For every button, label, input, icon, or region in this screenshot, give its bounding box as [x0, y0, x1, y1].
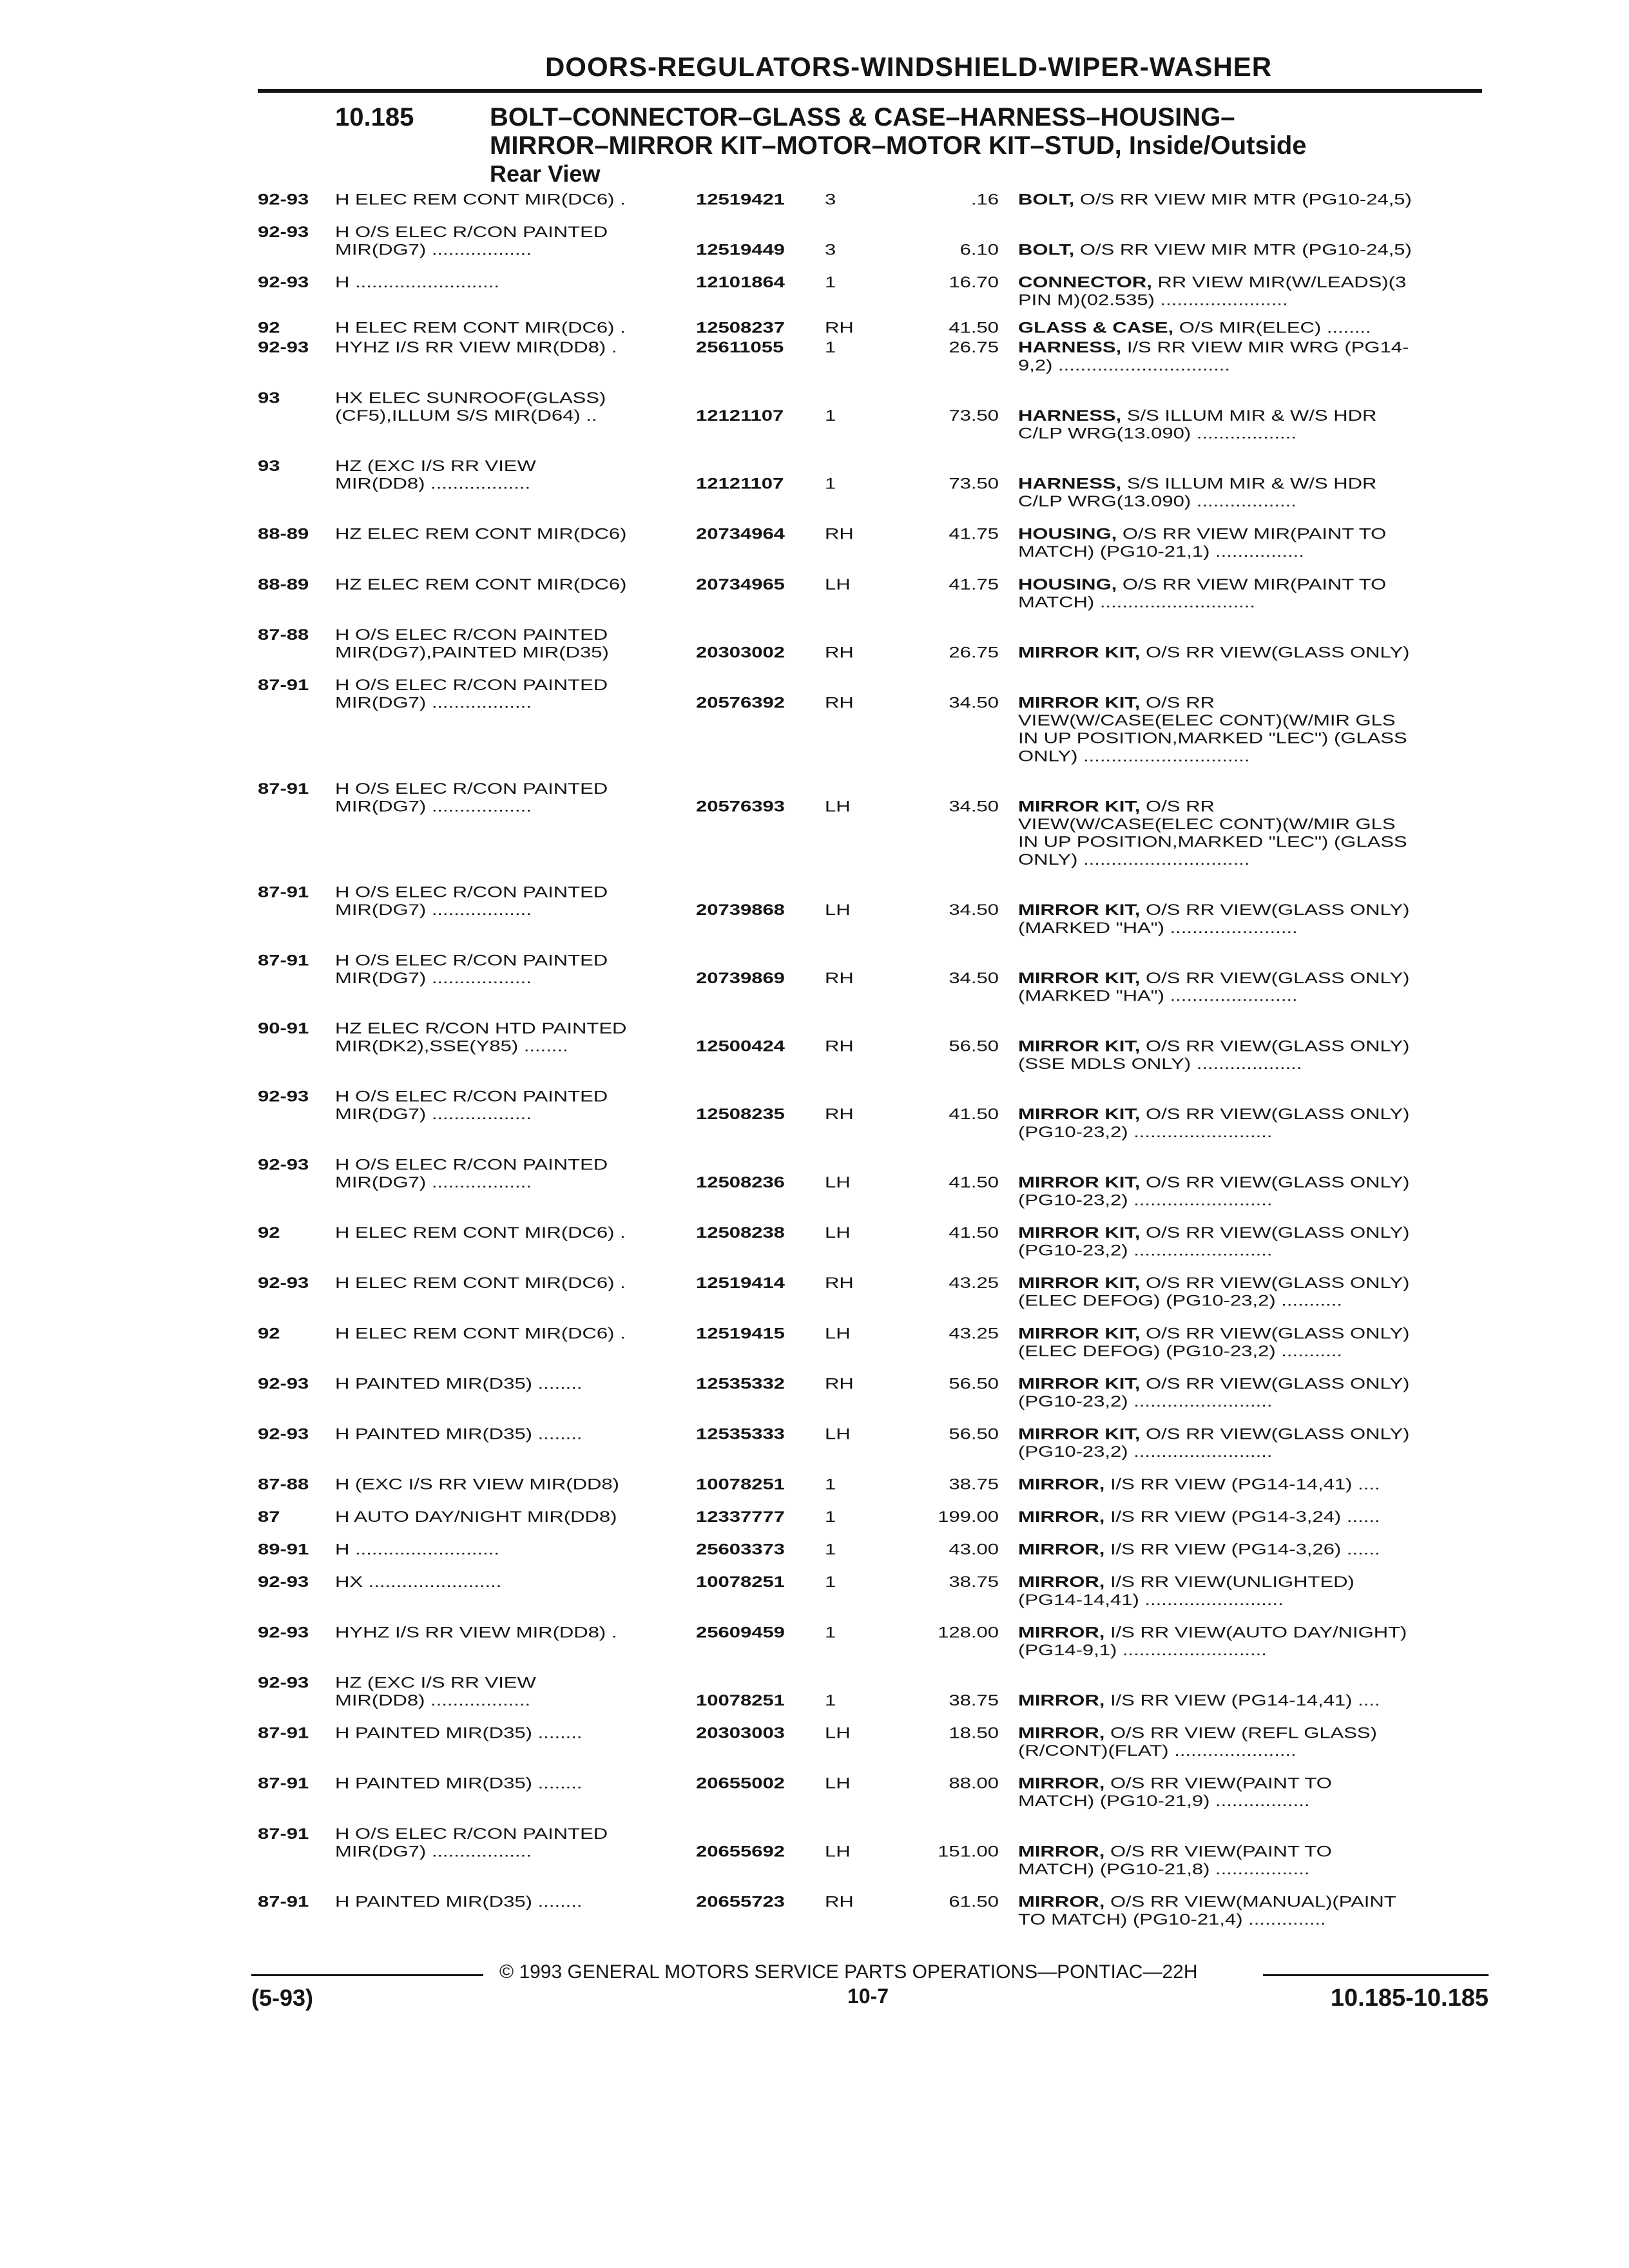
part-name: BOLT, [1018, 191, 1075, 208]
quantity: RH [825, 1893, 854, 1910]
part-description [1018, 1573, 1482, 1609]
application: HZ (EXC I/S RR VIEW MIR(DD8) .................. [335, 457, 536, 492]
quantity: LH [825, 901, 851, 919]
part-description [1018, 407, 1482, 442]
part-detail: O/S RR VIEW(GLASS ONLY) (PG10-23,2) ......................... [1018, 1374, 1410, 1410]
price: 43.00 [949, 1541, 999, 1559]
part-number: 12519415 [696, 1324, 785, 1342]
footer-date-code: (5-93) [251, 1984, 314, 2011]
part-description [1018, 1541, 1482, 1559]
application: H .......................... [335, 1541, 499, 1559]
part-number: 20303002 [696, 644, 785, 661]
model-years: 92 [258, 1224, 280, 1242]
part-detail: O/S RR VIEW(MANUAL)(PAINT TO MATCH) (PG10-21,4) .............. [1018, 1893, 1396, 1928]
part-name: MIRROR, [1018, 1893, 1105, 1910]
model-years: 93 [258, 457, 280, 475]
quantity: RH [825, 694, 854, 711]
price: 43.25 [949, 1324, 999, 1342]
part-description [1018, 1843, 1482, 1878]
part-number: 20655692 [696, 1842, 785, 1860]
part-number: 12121107 [696, 407, 784, 425]
group-title [490, 103, 1482, 188]
price: 56.50 [949, 1425, 999, 1443]
quantity: LH [825, 1842, 851, 1860]
part-description [1018, 1425, 1482, 1461]
part-name: MIRROR KIT, [1018, 1105, 1141, 1123]
quantity: LH [825, 1774, 851, 1792]
part-description [1018, 191, 1482, 209]
model-years: 92-93 [258, 1374, 309, 1392]
part-name: MIRROR, [1018, 1541, 1105, 1559]
quantity: LH [825, 797, 851, 815]
model-years: 87-91 [258, 951, 309, 969]
price: 73.50 [949, 475, 999, 492]
model-years: 92-93 [258, 273, 309, 291]
price: 56.50 [949, 1037, 999, 1055]
quantity: 1 [825, 1475, 836, 1493]
model-years: 88-89 [258, 525, 309, 543]
part-number: 12508238 [696, 1224, 785, 1242]
part-description [1018, 901, 1482, 937]
part-detail: O/S RR VIEW MIR(PAINT TO MATCH) ............................ [1018, 575, 1387, 611]
part-description [1018, 1475, 1482, 1494]
part-name: MIRROR KIT, [1018, 1224, 1141, 1242]
quantity: LH [825, 1425, 851, 1443]
part-name: MIRROR KIT, [1018, 1425, 1141, 1443]
footer-group-range: 10.185-10.185 [1330, 1984, 1489, 2012]
part-number: 12101864 [696, 273, 785, 291]
part-number: 12535332 [696, 1374, 785, 1392]
part-description [1018, 969, 1482, 1004]
price: 26.75 [949, 338, 999, 356]
application: H O/S ELEC R/CON PAINTED MIR(DG7),PAINTED MIR(D35) [335, 626, 609, 661]
model-years: 92-93 [258, 1425, 309, 1443]
quantity: 1 [825, 475, 836, 492]
quantity: RH [825, 644, 854, 661]
part-number: 12337777 [696, 1508, 785, 1526]
footer-rule-left [251, 1974, 483, 1976]
part-description [1018, 1173, 1482, 1209]
price: 18.50 [949, 1724, 999, 1742]
part-description [1018, 575, 1482, 611]
part-number: 12500424 [696, 1037, 785, 1055]
footer-copyright: © 1993 GENERAL MOTORS SERVICE PARTS OPERATIONS—PONTIAC—22H [499, 1961, 1198, 1983]
price: 41.75 [949, 575, 999, 593]
part-description [1018, 475, 1482, 510]
part-name: MIRROR KIT, [1018, 901, 1141, 919]
model-years: 87-91 [258, 676, 309, 694]
part-detail: O/S RR VIEW MIR MTR (PG10-24,5) [1074, 191, 1412, 208]
quantity: LH [825, 1724, 851, 1742]
part-name: MIRROR KIT, [1018, 694, 1141, 711]
part-detail: I/S RR VIEW (PG14-3,24) ...... [1104, 1508, 1380, 1526]
price: 41.75 [949, 525, 999, 543]
application: H PAINTED MIR(D35) ........ [335, 1774, 583, 1792]
price: 151.00 [938, 1842, 999, 1860]
part-detail: RR VIEW MIR(W/LEADS)(3 PIN M)(02.535) ....................... [1018, 273, 1407, 309]
part-number: 12519414 [696, 1274, 785, 1292]
part-number: 25609459 [696, 1623, 785, 1641]
model-years: 92-93 [258, 1155, 309, 1173]
price: 38.75 [949, 1475, 999, 1493]
part-name: BOLT, [1018, 241, 1075, 258]
part-number: 12508235 [696, 1105, 785, 1123]
part-detail: O/S RR VIEW(PAINT TO MATCH) (PG10-21,8) ................. [1018, 1842, 1332, 1878]
part-name: HARNESS, [1018, 407, 1122, 425]
price: 43.25 [949, 1274, 999, 1292]
part-description [1018, 1325, 1482, 1360]
quantity: RH [825, 1037, 854, 1055]
part-number: 20655002 [696, 1774, 785, 1792]
quantity: 1 [825, 273, 836, 291]
quantity: RH [825, 525, 854, 543]
quantity: RH [825, 1105, 854, 1123]
model-years: 92-93 [258, 338, 309, 356]
model-years: 87-88 [258, 626, 309, 644]
part-name: MIRROR, [1018, 1475, 1105, 1493]
part-detail: O/S RR VIEW(W/CASE(ELEC CONT)(W/MIR GLS IN UP POSITION,MARKED "LEC") (GLASS ONLY) .............................. [1018, 797, 1407, 869]
part-description [1018, 694, 1482, 765]
part-name: CONNECTOR, [1018, 273, 1152, 291]
part-description [1018, 1037, 1482, 1073]
part-description [1018, 1106, 1482, 1141]
model-years: 92-93 [258, 1274, 309, 1292]
quantity: 1 [825, 1623, 836, 1641]
part-name: HOUSING, [1018, 525, 1117, 543]
part-detail: O/S RR VIEW(GLASS ONLY) [1140, 644, 1410, 661]
application: HYHZ I/S RR VIEW MIR(DD8) . [335, 1623, 617, 1641]
part-detail: I/S RR VIEW (PG14-14,41) .... [1104, 1691, 1380, 1709]
application: H ELEC REM CONT MIR(DC6) . [335, 1224, 626, 1242]
part-description [1018, 1224, 1482, 1260]
model-years: 92-93 [258, 1623, 309, 1641]
part-description [1018, 1692, 1482, 1710]
quantity: RH [825, 1374, 854, 1392]
model-years: 92-93 [258, 191, 309, 208]
application: HX ........................ [335, 1573, 502, 1591]
price: 199.00 [938, 1508, 999, 1526]
part-detail: O/S RR VIEW(GLASS ONLY) (MARKED "HA") ....................... [1018, 969, 1410, 1004]
application: H O/S ELEC R/CON PAINTED MIR(DG7) .................. [335, 883, 608, 919]
quantity: 1 [825, 407, 836, 425]
price: 56.50 [949, 1374, 999, 1392]
part-name: MIRROR, [1018, 1691, 1105, 1709]
application: H O/S ELEC R/CON PAINTED MIR(DG7) .................. [335, 223, 608, 258]
quantity: 1 [825, 1508, 836, 1526]
part-name: MIRROR, [1018, 1573, 1105, 1591]
part-detail: O/S RR VIEW(GLASS ONLY) (ELEC DEFOG) (PG10-23,2) ........... [1018, 1274, 1410, 1310]
part-name: HARNESS, [1018, 338, 1122, 356]
part-number: 10078251 [696, 1691, 785, 1709]
model-years: 87-88 [258, 1475, 309, 1493]
part-name: MIRROR, [1018, 1774, 1105, 1792]
part-detail: S/S ILLUM MIR & W/S HDR C/LP WRG(13.090) .................. [1018, 475, 1377, 510]
application: H ELEC REM CONT MIR(DC6) . [335, 319, 626, 336]
part-description [1018, 644, 1482, 662]
price: 41.50 [949, 319, 999, 336]
part-description [1018, 1274, 1482, 1310]
application: HZ ELEC REM CONT MIR(DC6) [335, 525, 627, 543]
part-number: 20576392 [696, 694, 785, 711]
quantity: RH [825, 319, 854, 336]
part-description [1018, 241, 1482, 259]
part-number: 20739869 [696, 969, 785, 987]
part-detail: O/S RR VIEW(GLASS ONLY) (PG10-23,2) ......................... [1018, 1224, 1410, 1259]
model-years: 88-89 [258, 575, 309, 593]
part-detail: I/S RR VIEW MIR WRG (PG14- 9,2) ............................... [1018, 338, 1409, 374]
part-number: 25603373 [696, 1541, 785, 1559]
price: 34.50 [949, 694, 999, 711]
part-detail: I/S RR VIEW (PG14-14,41) .... [1104, 1475, 1380, 1493]
part-detail: O/S RR VIEW(W/CASE(ELEC CONT)(W/MIR GLS IN UP POSITION,MARKED "LEC") (GLASS ONLY) .............................. [1018, 694, 1407, 765]
price: 34.50 [949, 901, 999, 919]
part-description [1018, 274, 1482, 309]
footer-page-number: 10-7 [847, 1984, 889, 2008]
price: 61.50 [949, 1893, 999, 1910]
part-name: MIRROR, [1018, 1842, 1105, 1860]
quantity: 1 [825, 338, 836, 356]
quantity: LH [825, 1173, 851, 1191]
part-detail: O/S RR VIEW MIR MTR (PG10-24,5) [1074, 241, 1412, 258]
application: H PAINTED MIR(D35) ........ [335, 1425, 583, 1443]
model-years: 92 [258, 319, 280, 336]
part-detail: I/S RR VIEW (PG14-3,26) ...... [1104, 1541, 1380, 1559]
part-description [1018, 1724, 1482, 1760]
quantity: RH [825, 1274, 854, 1292]
application: H ELEC REM CONT MIR(DC6) . [335, 1324, 626, 1342]
part-number: 12121107 [696, 475, 784, 492]
part-detail: O/S RR VIEW(GLASS ONLY) (ELEC DEFOG) (PG10-23,2) ........... [1018, 1324, 1410, 1360]
part-name: MIRROR, [1018, 1623, 1105, 1641]
part-detail: I/S RR VIEW(UNLIGHTED) (PG14-14,41) ......................... [1018, 1573, 1354, 1609]
price: 38.75 [949, 1691, 999, 1709]
part-name: MIRROR KIT, [1018, 969, 1141, 987]
price: 41.50 [949, 1224, 999, 1242]
price: 41.50 [949, 1173, 999, 1191]
part-description [1018, 1774, 1482, 1810]
model-years: 87-91 [258, 1893, 309, 1910]
price: 6.10 [959, 241, 999, 258]
application: H .......................... [335, 273, 499, 291]
application: H ELEC REM CONT MIR(DC6) . [335, 1274, 626, 1292]
application: H O/S ELEC R/CON PAINTED MIR(DG7) .................. [335, 780, 608, 815]
part-description [1018, 1375, 1482, 1410]
part-name: HARNESS, [1018, 475, 1122, 492]
application: H O/S ELEC R/CON PAINTED MIR(DG7) .................. [335, 676, 608, 711]
part-number: 20734965 [696, 575, 785, 593]
price: 38.75 [949, 1573, 999, 1591]
part-description [1018, 339, 1482, 374]
quantity: LH [825, 1224, 851, 1242]
header-rule [258, 89, 1482, 93]
part-description [1018, 1893, 1482, 1928]
application: H PAINTED MIR(D35) ........ [335, 1374, 583, 1392]
part-description [1018, 525, 1482, 561]
part-detail: O/S RR VIEW(GLASS ONLY) (PG10-23,2) ......................... [1018, 1425, 1410, 1461]
quantity: 1 [825, 1573, 836, 1591]
part-number: 12519421 [696, 191, 785, 208]
part-detail: O/S MIR(ELEC) ........ [1173, 319, 1371, 336]
part-detail: O/S RR VIEW(GLASS ONLY) (MARKED "HA") ....................... [1018, 901, 1410, 937]
model-years: 93 [258, 389, 280, 407]
part-number: 10078251 [696, 1475, 785, 1493]
application: H ELEC REM CONT MIR(DC6) . [335, 191, 626, 208]
price: 128.00 [938, 1623, 999, 1641]
part-name: HOUSING, [1018, 575, 1117, 593]
quantity: 1 [825, 1541, 836, 1559]
part-number: 20303003 [696, 1724, 785, 1742]
model-years: 87-91 [258, 883, 309, 901]
application: HZ ELEC REM CONT MIR(DC6) [335, 575, 627, 593]
model-years: 92-93 [258, 1673, 309, 1691]
part-detail: O/S RR VIEW(PAINT TO MATCH) (PG10-21,9) ................. [1018, 1774, 1332, 1810]
part-description [1018, 1508, 1482, 1526]
part-description [1018, 319, 1482, 337]
model-years: 92-93 [258, 1088, 309, 1106]
page-header [258, 52, 1482, 187]
part-detail: O/S RR VIEW MIR(PAINT TO MATCH) (PG10-21,1) ................ [1018, 525, 1387, 561]
part-description [1018, 1624, 1482, 1659]
price: 73.50 [949, 407, 999, 425]
part-detail: S/S ILLUM MIR & W/S HDR C/LP WRG(13.090) .................. [1018, 407, 1377, 442]
model-years: 92-93 [258, 223, 309, 241]
section-title: DOORS-REGULATORS-WINDSHIELD-WIPER-WASHER [545, 52, 1273, 82]
price: 16.70 [949, 273, 999, 291]
group-number: 10.185 [335, 103, 414, 131]
part-detail: O/S RR VIEW(GLASS ONLY) (SSE MDLS ONLY) ................... [1018, 1037, 1410, 1073]
price: 34.50 [949, 969, 999, 987]
price: 34.50 [949, 797, 999, 815]
application: HX ELEC SUNROOF(GLASS) (CF5),ILLUM S/S MIR(D64) .. [335, 389, 606, 425]
part-number: 12519449 [696, 241, 785, 258]
quantity: 3 [825, 241, 836, 258]
part-detail: O/S RR VIEW(GLASS ONLY) (PG10-23,2) ......................... [1018, 1173, 1410, 1209]
part-name: GLASS & CASE, [1018, 319, 1174, 336]
model-years: 92-93 [258, 1573, 309, 1591]
model-years: 87-91 [258, 1724, 309, 1742]
application: H PAINTED MIR(D35) ........ [335, 1724, 583, 1742]
quantity: 1 [825, 1691, 836, 1709]
model-years: 87 [258, 1508, 280, 1526]
part-number: 20576393 [696, 797, 785, 815]
part-name: MIRROR KIT, [1018, 1374, 1141, 1392]
part-name: MIRROR KIT, [1018, 1324, 1141, 1342]
price: 88.00 [949, 1774, 999, 1792]
application: HZ (EXC I/S RR VIEW MIR(DD8) .................. [335, 1673, 536, 1709]
part-number: 20739868 [696, 901, 785, 919]
part-detail: O/S RR VIEW(GLASS ONLY) (PG10-23,2) ......................... [1018, 1105, 1410, 1141]
part-number: 12535333 [696, 1425, 785, 1443]
part-number: 20734964 [696, 525, 785, 543]
application: H O/S ELEC R/CON PAINTED MIR(DG7) .................. [335, 951, 608, 987]
part-name: MIRROR, [1018, 1724, 1105, 1742]
part-name: MIRROR KIT, [1018, 797, 1141, 815]
group-title-line-1: BOLT–CONNECTOR–GLASS & CASE–HARNESS–HOUSING– [490, 103, 1235, 131]
quantity: LH [825, 575, 851, 593]
application: HZ ELEC R/CON HTD PAINTED MIR(DK2),SSE(Y85) ........ [335, 1019, 627, 1055]
part-name: MIRROR KIT, [1018, 1173, 1141, 1191]
part-description [1018, 798, 1482, 869]
application: H AUTO DAY/NIGHT MIR(DD8) [335, 1508, 617, 1526]
quantity: 3 [825, 191, 836, 208]
application: H O/S ELEC R/CON PAINTED MIR(DG7) .................. [335, 1155, 608, 1191]
price: 41.50 [949, 1105, 999, 1123]
model-years: 92 [258, 1324, 280, 1342]
quantity: LH [825, 1324, 851, 1342]
application: H (EXC I/S RR VIEW MIR(DD8) [335, 1475, 619, 1493]
price: .16 [970, 191, 999, 208]
application: H O/S ELEC R/CON PAINTED MIR(DG7) .................. [335, 1088, 608, 1123]
part-name: MIRROR KIT, [1018, 1037, 1141, 1055]
part-detail: I/S RR VIEW(AUTO DAY/NIGHT) (PG14-9,1) .......................... [1018, 1623, 1407, 1659]
part-name: MIRROR, [1018, 1508, 1105, 1526]
price: 26.75 [949, 644, 999, 661]
part-number: 20655723 [696, 1893, 785, 1910]
part-number: 10078251 [696, 1573, 785, 1591]
model-years: 87-91 [258, 780, 309, 798]
part-number: 12508237 [696, 319, 785, 336]
application: H O/S ELEC R/CON PAINTED MIR(DG7) .................. [335, 1825, 608, 1860]
group-title-line-2: MIRROR–MIRROR KIT–MOTOR–MOTOR KIT–STUD, Inside/Outside [490, 131, 1307, 160]
quantity: RH [825, 969, 854, 987]
part-detail: O/S RR VIEW (REFL GLASS) (R/CONT)(FLAT) ...................... [1018, 1724, 1377, 1760]
part-name: MIRROR KIT, [1018, 1274, 1141, 1292]
footer-rule-right [1263, 1974, 1489, 1976]
model-years: 89-91 [258, 1541, 309, 1559]
application: H PAINTED MIR(D35) ........ [335, 1893, 583, 1910]
part-name: MIRROR KIT, [1018, 644, 1141, 661]
part-number: 12508236 [696, 1173, 785, 1191]
model-years: 87-91 [258, 1774, 309, 1792]
application: HYHZ I/S RR VIEW MIR(DD8) . [335, 338, 617, 356]
model-years: 87-91 [258, 1825, 309, 1843]
group-title-line-3: Rear View [490, 160, 601, 187]
part-number: 25611055 [696, 338, 784, 356]
model-years: 90-91 [258, 1019, 309, 1037]
